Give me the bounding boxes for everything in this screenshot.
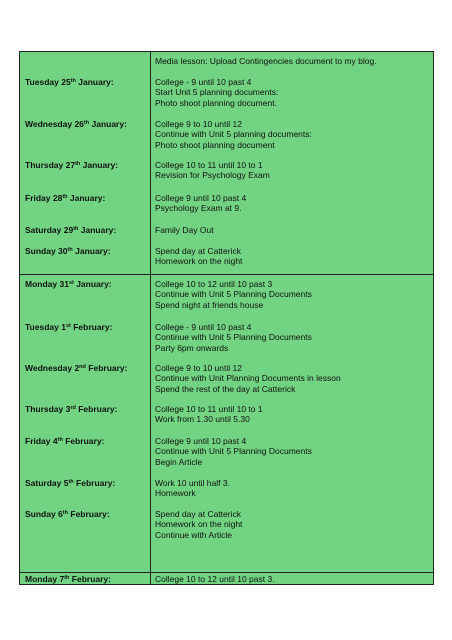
text-line: Spend day at Catterick [155, 509, 241, 519]
day-plan [155, 279, 312, 310]
text-line: Photo shoot planning document [155, 139, 275, 150]
text-line: Begin Article [155, 456, 203, 467]
text-line: Homework on the night [155, 256, 243, 267]
text-line: College - 9 until 10 past 4 [155, 77, 252, 87]
text-line: Photo shoot planning document. [155, 97, 277, 108]
day-plan [155, 225, 214, 235]
text-line: College 9 until 10 past 4 [155, 193, 247, 203]
column-divider [150, 52, 151, 584]
date-label: Wednesday 26th January: [25, 119, 127, 129]
text-line: College 10 to 11 until 10 to 1 [155, 404, 263, 414]
day-plan [155, 160, 270, 181]
date-label: Saturday 29th January: [25, 225, 117, 235]
table-divider [20, 572, 433, 573]
day-plan [155, 77, 278, 108]
date-label: Monday 31st January: [25, 279, 112, 289]
date-label: Thursday 3rd February: [25, 404, 118, 414]
date-label: Sunday 6th February: [25, 509, 110, 519]
date-label: Friday 28th January: [25, 193, 106, 203]
text-line: College 10 to 12 until 10 past 3. [155, 574, 275, 584]
text-line: College 10 to 12 until 10 past 3 [155, 279, 273, 289]
text-line: Continue with Article [155, 529, 233, 540]
table-divider [20, 274, 433, 275]
text-line: College 10 to 11 until 10 to 1 [155, 160, 263, 170]
text-line: College 9 to 10 until 12 [155, 363, 242, 373]
text-line: Psychology Exam at 9. [155, 203, 242, 214]
day-plan [155, 119, 312, 150]
text-line: Family Day Out [155, 225, 214, 235]
text-line: College 9 until 10 past 4 [155, 436, 247, 446]
text-line: Continue with Unit 5 Planning Documents [155, 289, 312, 300]
day-plan [155, 436, 312, 467]
text-line: Continue with Unit 5 Planning Documents [155, 446, 312, 457]
day-plan [155, 193, 246, 214]
text-line: Media lesson: Upload Contingencies document to my blog. [155, 56, 377, 66]
date-label: Sunday 30th January: [25, 246, 111, 256]
text-line: Work 10 until half 3. [155, 478, 230, 488]
text-line: Start Unit 5 planning documents: [155, 87, 279, 98]
day-plan [155, 404, 263, 425]
date-label: Friday 4th February: [25, 436, 105, 446]
text-line: Homework [155, 488, 196, 499]
schedule-table [19, 51, 434, 585]
day-plan [155, 478, 230, 499]
date-label: Saturday 5th February: [25, 478, 116, 488]
date-label: Monday 7th February: [25, 574, 111, 584]
text-line: Revision for Psychology Exam [155, 170, 270, 181]
date-label: Wednesday 2nd February: [25, 363, 128, 373]
date-label: Tuesday 1st February: [25, 322, 113, 332]
date-label: Tuesday 25th January: [25, 77, 114, 87]
text-line: Continue with Unit 5 planning documents: [155, 129, 312, 140]
day-plan [155, 574, 275, 584]
day-plan [155, 246, 242, 267]
day-plan [155, 509, 242, 540]
text-line: Spend night at friends house [155, 299, 264, 310]
text-line: Continue with Unit Planning Documents in lesson [155, 373, 341, 384]
date-label: Thursday 27th January: [25, 160, 119, 170]
text-line: Homework on the night [155, 519, 243, 530]
day-plan [155, 363, 341, 394]
text-line: Continue with Unit 5 Planning Documents [155, 332, 312, 343]
text-line: Spend day at Catterick [155, 246, 241, 256]
intro-text [155, 56, 377, 66]
text-line: Party 6pm onwards [155, 342, 229, 353]
text-line: College - 9 until 10 past 4 [155, 322, 252, 332]
text-line: Spend the rest of the day at Catterick [155, 383, 296, 394]
day-plan [155, 322, 312, 353]
text-line: Work from 1.30 until 5.30 [155, 414, 250, 425]
text-line: College 9 to 10 until 12 [155, 119, 242, 129]
